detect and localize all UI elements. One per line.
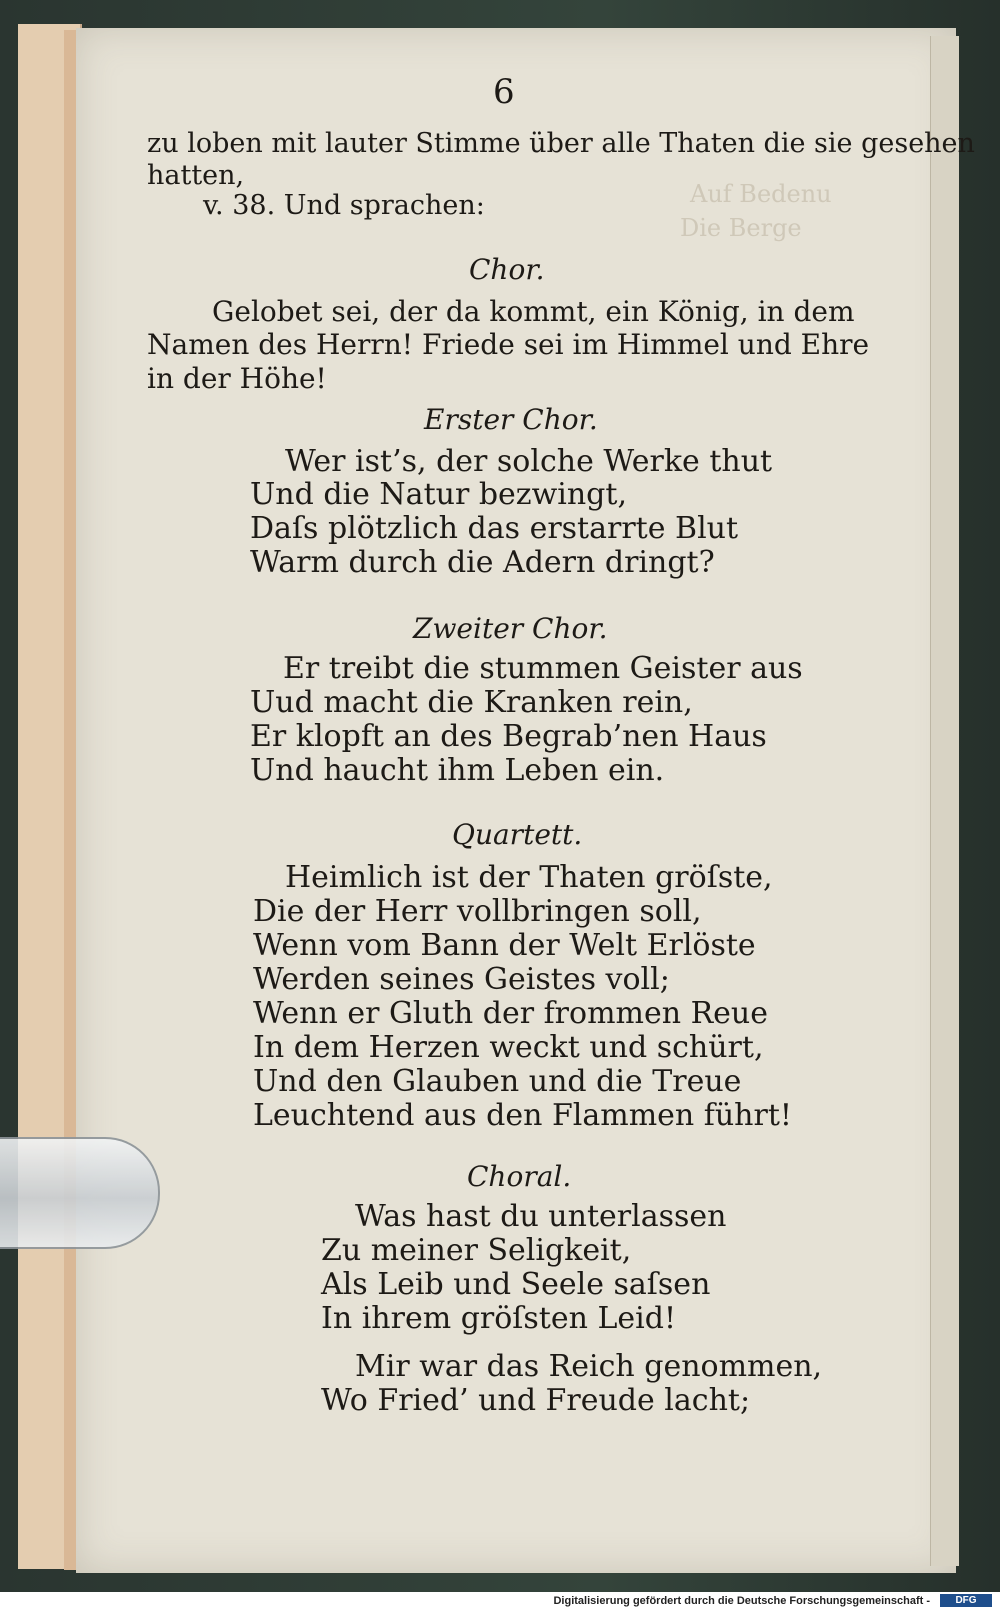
verse-line: Mir war das Reich genommen, — [355, 1349, 823, 1384]
page-number: 6 — [493, 72, 515, 112]
show-through: Die Berge — [680, 214, 802, 242]
verse-line: Heimlich ist der Thaten gröſste, — [285, 860, 773, 895]
verse-line: Leuchtend aus den Flammen führt! — [253, 1098, 792, 1133]
verse-line: Zu meiner Seligkeit, — [321, 1233, 632, 1268]
verse-line: Er klopft an des Begrab’nen Haus — [250, 719, 767, 754]
verse-line: In dem Herzen weckt und schürt, — [253, 1030, 764, 1065]
text-line: Gelobet sei, der da kommt, ein König, in dem — [212, 295, 855, 328]
verse-line: Wer ist’s, der solche Werke thut — [285, 444, 773, 479]
verse-line: Werden seines Geistes voll; — [253, 962, 670, 997]
section-heading: Choral. — [467, 1160, 572, 1193]
verse-line: Und die Natur bezwingt, — [250, 477, 627, 512]
text-line: hatten, — [147, 160, 245, 191]
page-clip — [0, 1137, 160, 1249]
verse-line: Wenn er Gluth der frommen Reue — [253, 996, 769, 1031]
verse-line: Er treibt die stummen Geister aus — [283, 651, 803, 686]
text-line: in der Höhe! — [147, 362, 327, 395]
verse-line: Und haucht ihm Leben ein. — [250, 753, 665, 788]
footer-credit: Digitalisierung gefördert durch die Deutsche Forschungsgemeinschaft - — [553, 1595, 930, 1607]
text-line: Namen des Herrn! Friede sei im Himmel und Ehre — [147, 328, 870, 361]
page-rim-right — [930, 36, 959, 1566]
section-heading: Chor. — [469, 253, 545, 286]
verse-line: Daſs plötzlich das erstarrte Blut — [250, 511, 739, 546]
section-heading: Zweiter Chor. — [413, 612, 608, 645]
text-line: v. 38. Und sprachen: — [203, 190, 485, 221]
show-through: Auf Bedenu — [690, 180, 832, 208]
verse-line: Warm durch die Adern dringt? — [250, 545, 715, 580]
verse-line: Als Leib und Seele saſsen — [321, 1267, 711, 1302]
verse-line: Uud macht die Kranken rein, — [250, 685, 693, 720]
verse-line: Die der Herr vollbringen soll, — [253, 894, 702, 929]
text-line: zu loben mit lauter Stimme über alle Thaten die sie gesehen — [147, 128, 975, 159]
section-heading: Quartett. — [452, 818, 583, 851]
verse-line: Wenn vom Bann der Welt Erlöste — [253, 928, 756, 963]
verse-line: Wo Fried’ und Freude lacht; — [321, 1383, 751, 1418]
section-heading: Erster Chor. — [424, 403, 598, 436]
dfg-logo: DFG — [940, 1594, 992, 1607]
verse-line: Und den Glauben und die Treue — [253, 1064, 742, 1099]
verse-line: In ihrem gröſsten Leid! — [321, 1301, 677, 1336]
verse-line: Was hast du unterlassen — [355, 1199, 727, 1234]
